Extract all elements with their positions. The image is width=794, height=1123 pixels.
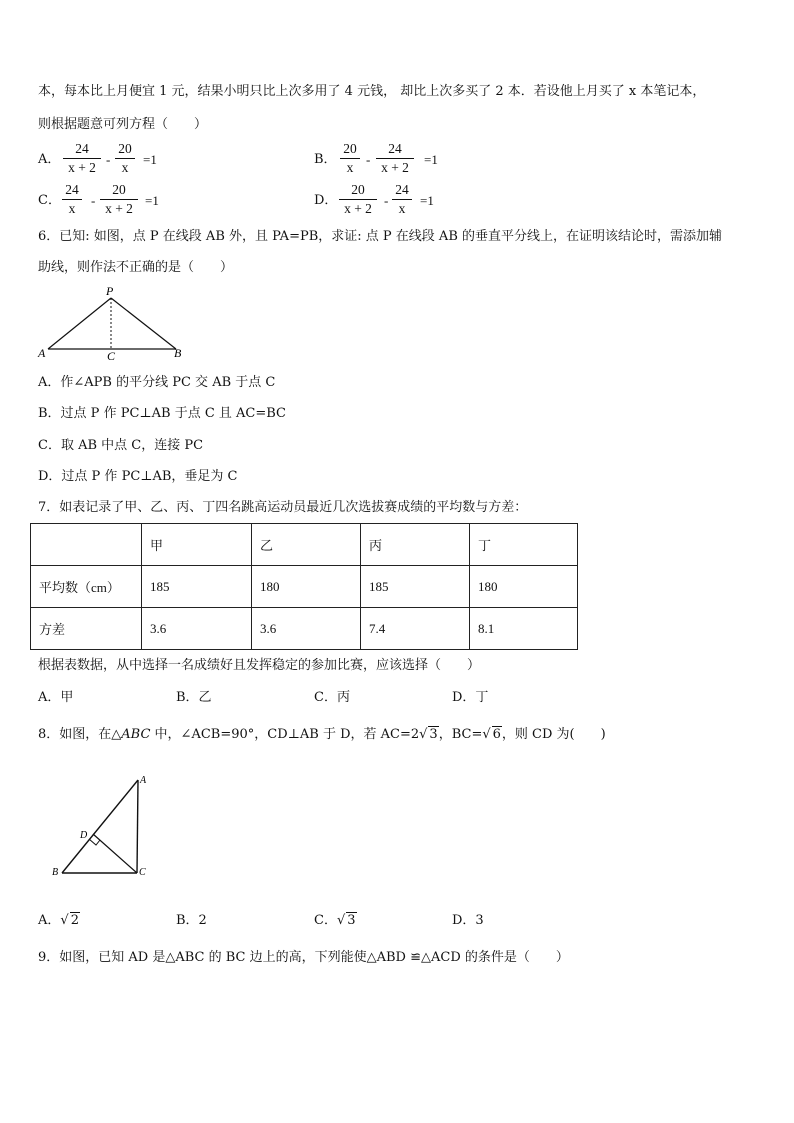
fraction: $\frac{24}{x + 2}$	[376, 141, 414, 176]
table-cell: 方差	[31, 608, 142, 650]
radicand: 3	[347, 913, 356, 928]
fraction: $\frac{20}{x + 2}$	[339, 182, 377, 217]
sqrt-symbol: √	[482, 727, 491, 742]
equals-one: =1	[424, 152, 438, 167]
q6-option-d[interactable]: D．过点 P 作 PC⊥AB，垂足为 C	[38, 469, 238, 484]
table-cell: 3.6	[252, 608, 361, 650]
table-cell: 丙	[361, 524, 470, 566]
fraction: $\frac{20}{x}$	[115, 141, 135, 176]
fraction: $\frac{20}{x}$	[340, 141, 360, 176]
table-cell: 8.1	[470, 608, 578, 650]
q7-after-text: 根据表数据，从中选择一名成绩好且发挥稳定的参加比赛，应该选择（ ）	[38, 658, 481, 673]
table-cell: 7.4	[361, 608, 470, 650]
segment-pb	[111, 298, 176, 349]
table-cell	[31, 524, 142, 566]
q6-option-a[interactable]: A．作∠APB 的平分线 PC 交 AB 于点 C	[38, 375, 276, 390]
option-label: B．	[314, 152, 337, 167]
fraction: $\frac{24}{x + 2}$	[63, 141, 101, 176]
fraction: $\frac{24}{x}$	[62, 182, 82, 217]
q7-option-c[interactable]: C．丙	[314, 690, 350, 705]
label-a: A	[38, 346, 46, 360]
segment-ac	[137, 780, 138, 873]
q8-option-b[interactable]: B．2	[176, 913, 207, 928]
q6-triangle-figure	[30, 280, 200, 365]
q6-stem-line1: 6．已知: 如图，点 P 在线段 AB 外，且 PA=PB，求证: 点 P 在线段 AB 的垂直平分线上，在证明该结论时，需添加辅	[38, 229, 722, 244]
segment-pa	[48, 298, 111, 349]
table-cell: 180	[470, 566, 578, 608]
q7-option-a[interactable]: A．甲	[38, 690, 74, 705]
minus-sign: -	[384, 193, 389, 208]
q9-stem: 9．如图，已知 AD 是△ABC 的 BC 边上的高，下列能使△ABD ≌△ACD 的条件是（ ）	[38, 950, 569, 965]
q8-stem: 8．如图，在△ABC 中，∠ACB=90°，CD⊥AB 于 D，若 AC=2√ 3，BC=√ 6，则 CD 为( )	[38, 727, 606, 742]
label-c: C	[107, 349, 116, 363]
q6-option-c[interactable]: C．取 AB 中点 C，连接 PC	[38, 438, 204, 453]
q7-stats-table	[30, 523, 578, 650]
label-a: A	[140, 775, 147, 786]
sqrt-symbol: √	[336, 913, 346, 928]
table-row	[31, 608, 578, 650]
fraction: $\frac{24}{x}$	[392, 182, 412, 217]
q6-stem-line2: 助线，则作法不正确的是（ ）	[38, 260, 234, 275]
table-cell: 甲	[142, 524, 252, 566]
table-cell: 平均数（cm）	[31, 566, 142, 608]
label-c: C	[139, 867, 146, 878]
q7-option-b[interactable]: B．乙	[176, 690, 212, 705]
radicand: 6	[492, 727, 501, 742]
q7-stem: 7．如表记录了甲、乙、丙、丁四名跳高运动员最近几次选拔赛成绩的平均数与方差：	[38, 500, 528, 515]
q5-stem-line1: 本，每本比上月便宜 1 元，结果小明只比上次多用了 4 元钱， 却比上次多买了 2 本．若设他上月买了 x 本笔记本，	[38, 84, 706, 99]
table-row	[31, 566, 578, 608]
equals-one: =1	[145, 193, 159, 208]
label-b: B	[52, 867, 59, 878]
table-cell: 185	[142, 566, 252, 608]
option-label: A．	[38, 152, 61, 167]
equals-one: =1	[420, 193, 434, 208]
q8-option-d[interactable]: D．3	[452, 913, 484, 928]
option-label: D．	[314, 193, 338, 208]
table-header-row	[31, 524, 578, 566]
table-cell: 3.6	[142, 608, 252, 650]
minus-sign: -	[106, 152, 111, 167]
fraction: $\frac{20}{x + 2}$	[100, 182, 138, 217]
option-label: C．	[38, 193, 61, 208]
minus-sign: -	[91, 193, 96, 208]
q6-option-b[interactable]: B．过点 P 作 PC⊥AB 于点 C 且 AC=BC	[38, 406, 287, 421]
sqrt-symbol: √	[419, 727, 428, 742]
minus-sign: -	[366, 152, 371, 167]
sqrt-symbol: √	[60, 913, 69, 928]
triangle-name: ABC	[121, 727, 151, 742]
table-cell: 185	[361, 566, 470, 608]
equals-one: =1	[143, 152, 157, 167]
label-d: D	[80, 830, 88, 841]
label-b: B	[174, 346, 182, 360]
q8-right-triangle-figure	[45, 770, 165, 885]
right-angle-mark	[89, 839, 100, 845]
q5-stem-line2: 则根据题意可列方程（ ）	[38, 117, 208, 132]
q7-option-d[interactable]: D．丁	[452, 690, 489, 705]
label-p: P	[106, 284, 114, 298]
table-cell: 丁	[470, 524, 578, 566]
radicand: 3	[429, 727, 438, 742]
radicand: 2	[70, 913, 79, 928]
table-cell: 乙	[252, 524, 361, 566]
q8-option-c[interactable]: C．√ 3	[314, 913, 356, 928]
table-cell: 180	[252, 566, 361, 608]
segment-ab	[62, 780, 138, 873]
q8-option-a[interactable]: A．√ 2	[38, 913, 79, 928]
